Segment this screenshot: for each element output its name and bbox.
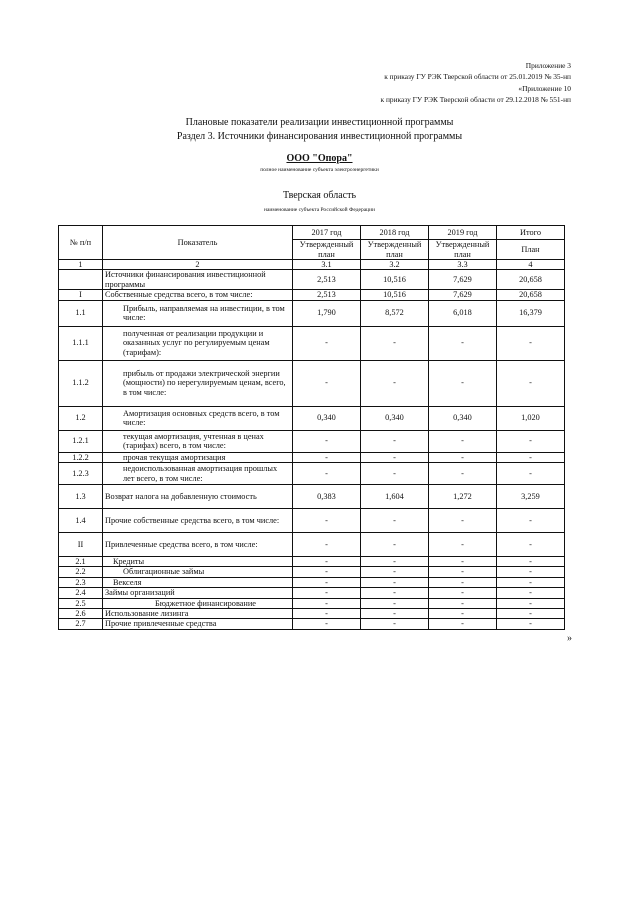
row-num: 2.4 (59, 588, 103, 598)
row-num: 2.6 (59, 609, 103, 619)
header-line-4: к приказу ГУ РЭК Тверской области от 29.12.2018 № 551-нп (380, 95, 571, 104)
row-value: - (497, 533, 565, 557)
header-line-3: «Приложение 10 (518, 84, 571, 93)
row-value: - (497, 577, 565, 587)
row-value: - (293, 509, 361, 533)
row-value: - (293, 430, 361, 452)
row-value: 1,790 (293, 300, 361, 326)
row-indicator: Кредиты (103, 557, 293, 567)
table-row (59, 452, 565, 462)
row-num: 1.1 (59, 300, 103, 326)
table-row (59, 430, 565, 452)
table-row (59, 598, 565, 608)
row-value: - (293, 452, 361, 462)
table-row (59, 567, 565, 577)
row-value: 3,259 (497, 485, 565, 509)
row-value: - (429, 588, 497, 598)
title-line-2: Раздел 3. Источники финансирования инвестиционной программы (176, 131, 463, 142)
row-value: - (361, 430, 429, 452)
row-value: - (429, 577, 497, 587)
row-value: - (429, 463, 497, 485)
row-indicator: Использование лизинга (103, 609, 293, 619)
row-value: - (361, 509, 429, 533)
table-row (59, 360, 565, 406)
row-value: - (361, 609, 429, 619)
row-num: 1.2.3 (59, 463, 103, 485)
row-value: - (293, 557, 361, 567)
row-value: - (293, 533, 361, 557)
row-value: - (293, 619, 361, 629)
row-num: I (59, 290, 103, 300)
row-num: 2.2 (59, 567, 103, 577)
row-value: - (293, 598, 361, 608)
row-num: II (59, 533, 103, 557)
row-value: - (429, 509, 497, 533)
row-indicator: Прочие собственные средства всего, в том числе: (103, 509, 293, 533)
header-year-2018: 2018 год (361, 226, 429, 240)
title-line-1: Плановые показатели реализации инвестиционной программы (185, 117, 454, 128)
row-indicator: Векселя (103, 577, 293, 587)
row-num: 1.3 (59, 485, 103, 509)
row-value: - (429, 533, 497, 557)
row-indicator: Амортизация основных средств всего, в том числе: (103, 406, 293, 430)
row-indicator: Возврат налога на добавленную стоимость (103, 485, 293, 509)
row-value: 0,340 (361, 406, 429, 430)
header-plan-total: План (497, 240, 565, 260)
header-plan-2019: Утвержденный план (429, 240, 497, 260)
row-indicator: Источники финансирования инвестиционной программы (103, 270, 293, 290)
row-value: 1,604 (361, 485, 429, 509)
row-value: - (293, 567, 361, 577)
row-value: 10,516 (361, 270, 429, 290)
row-num: 1.4 (59, 509, 103, 533)
row-indicator: Прочие привлеченные средства (103, 619, 293, 629)
row-value: 6,018 (429, 300, 497, 326)
row-value: - (361, 588, 429, 598)
row-indicator: Привлеченные средства всего, в том числе: (103, 533, 293, 557)
region-caption: наименование субъекта Российской Федерации (264, 207, 375, 213)
row-indicator: Прибыль, направляемая на инвестиции, в том числе: (103, 300, 293, 326)
row-value: - (361, 598, 429, 608)
row-indicator: прочая текущая амортизация (103, 452, 293, 462)
row-value: - (497, 452, 565, 462)
table-row (59, 619, 565, 629)
row-value: - (497, 598, 565, 608)
row-value: - (497, 619, 565, 629)
table-row (59, 557, 565, 567)
row-value: - (361, 619, 429, 629)
index-cell: 2 (103, 260, 293, 270)
row-indicator: прибыль от продажи электрической энергии (мощности) по нерегулируемым ценам, всего, в том числе: (103, 360, 293, 406)
org-name: ООО "Опора" (286, 153, 353, 164)
row-value: - (429, 609, 497, 619)
table-row (59, 300, 565, 326)
row-value: - (429, 619, 497, 629)
row-value: - (361, 326, 429, 360)
index-cell: 4 (497, 260, 565, 270)
row-value: - (293, 609, 361, 619)
row-num: 2.1 (59, 557, 103, 567)
row-value: 8,572 (361, 300, 429, 326)
region-name: Тверская область (282, 190, 357, 201)
row-value: 7,629 (429, 290, 497, 300)
row-value: - (361, 452, 429, 462)
row-indicator: Бюджетное финансирование (103, 598, 293, 608)
row-value: 16,379 (497, 300, 565, 326)
org-caption: полное наименование субъекта электроэнергетики (260, 167, 379, 173)
row-value: - (429, 598, 497, 608)
row-value: - (429, 360, 497, 406)
row-value: - (497, 567, 565, 577)
table-row (59, 270, 565, 290)
row-value: - (361, 360, 429, 406)
table-row (59, 463, 565, 485)
row-value: 20,658 (497, 270, 565, 290)
row-indicator: недоиспользованная амортизация прошлых лет всего, в том числе: (103, 463, 293, 485)
table-row (59, 290, 565, 300)
index-cell: 3.1 (293, 260, 361, 270)
row-value: 0,340 (293, 406, 361, 430)
header-line-2: к приказу ГУ РЭК Тверской области от 25.01.2019 № 35-нп (384, 72, 571, 81)
row-num: 2.3 (59, 577, 103, 587)
row-value: - (429, 567, 497, 577)
table-row (59, 609, 565, 619)
row-value: - (293, 326, 361, 360)
row-indicator: Займы организаций (103, 588, 293, 598)
row-value: - (497, 463, 565, 485)
header-indicator: Показатель (103, 226, 293, 260)
row-value: - (293, 588, 361, 598)
header-year-2019: 2019 год (429, 226, 497, 240)
index-cell: 3.2 (361, 260, 429, 270)
row-value: 2,513 (293, 270, 361, 290)
header-plan-2017: Утвержденный план (293, 240, 361, 260)
row-value: - (361, 567, 429, 577)
row-value: - (497, 509, 565, 533)
index-cell: 1 (59, 260, 103, 270)
row-value: 20,658 (497, 290, 565, 300)
row-value: - (361, 463, 429, 485)
index-cell: 3.3 (429, 260, 497, 270)
table-row (59, 509, 565, 533)
row-num (59, 270, 103, 290)
row-value: - (497, 430, 565, 452)
row-value: - (429, 557, 497, 567)
row-value: - (361, 577, 429, 587)
header-plan-2018: Утвержденный план (361, 240, 429, 260)
row-indicator: Собственные средства всего, в том числе: (103, 290, 293, 300)
row-value: - (293, 577, 361, 587)
row-value: 10,516 (361, 290, 429, 300)
row-value: - (293, 463, 361, 485)
row-value: 1,272 (429, 485, 497, 509)
row-num: 2.7 (59, 619, 103, 629)
row-value: - (429, 430, 497, 452)
row-num: 1.1.1 (59, 326, 103, 360)
row-value: - (429, 326, 497, 360)
row-value: 7,629 (429, 270, 497, 290)
row-indicator: полученная от реализации продукции и оказанных услуг по регулируемым ценам (тарифам): (103, 326, 293, 360)
row-num: 2.5 (59, 598, 103, 608)
table-row (59, 533, 565, 557)
row-value: - (293, 360, 361, 406)
row-num: 1.2 (59, 406, 103, 430)
row-indicator: Облигационные займы (103, 567, 293, 577)
row-value: 1,020 (497, 406, 565, 430)
row-value: 0,340 (429, 406, 497, 430)
row-num: 1.1.2 (59, 360, 103, 406)
row-value: - (361, 557, 429, 567)
sources-table (58, 225, 565, 630)
row-indicator: текущая амортизация, учтенная в ценах (тарифах) всего, в том числе: (103, 430, 293, 452)
row-value: - (497, 588, 565, 598)
row-value: - (497, 609, 565, 619)
row-num: 1.2.1 (59, 430, 103, 452)
row-num: 1.2.2 (59, 452, 103, 462)
row-value: - (497, 326, 565, 360)
header-line-1: Приложение 3 (525, 61, 571, 70)
row-value: 2,513 (293, 290, 361, 300)
row-value: - (361, 533, 429, 557)
row-value: - (497, 360, 565, 406)
header-total: Итого (497, 226, 565, 240)
header-year-2017: 2017 год (293, 226, 361, 240)
row-value: - (429, 452, 497, 462)
header-num: № п/п (59, 226, 103, 260)
row-value: - (497, 557, 565, 567)
table-row (59, 485, 565, 509)
table-row (59, 326, 565, 360)
table-row (59, 577, 565, 587)
end-quote: » (567, 633, 572, 644)
row-value: 0,383 (293, 485, 361, 509)
table-row (59, 406, 565, 430)
table-row (59, 588, 565, 598)
